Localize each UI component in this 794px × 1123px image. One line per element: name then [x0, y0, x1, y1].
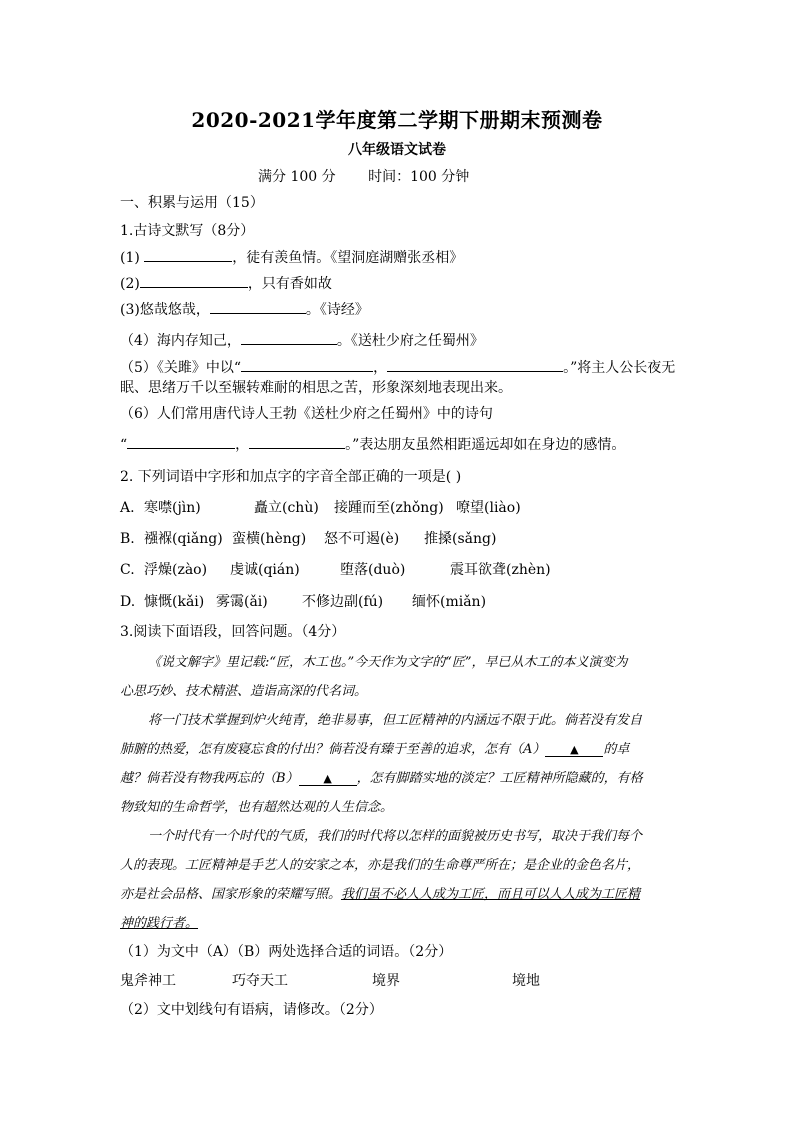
triangle-marker-icon: ▲ — [323, 772, 332, 785]
q1-item-2: (2) ，只有香如故 — [120, 273, 332, 293]
word-choice: 境地 — [512, 973, 540, 989]
passage-line: 物致知的生命哲学，也有超然达观的人生信念。 — [120, 800, 394, 815]
underlined-sentence: 我们虽不必人人成为工匠，而且可以人人成为工匠精 — [341, 887, 641, 902]
answer-blank-a[interactable] — [545, 742, 603, 757]
answer-blank[interactable] — [210, 299, 306, 314]
full-score: 满分 100 分 — [258, 169, 336, 185]
answer-blank[interactable] — [241, 357, 373, 372]
q1-heading: 1.古诗文默写（8分） — [120, 223, 255, 239]
answer-blank[interactable] — [387, 357, 563, 372]
q2-option-d[interactable]: D. 慷慨(kǎi) 雾霭(ǎi) 不修边副(fú) 缅怀(miǎn) — [120, 594, 487, 610]
passage-line: 《说文解字》里记载:“匠，木工也。”今天作为文字的“匠”，早已从木工的本义演变为 — [148, 655, 628, 670]
passage-line: 亦是社会品格、国家形象的荣耀写照。我们虽不必人人成为工匠，而且可以人人成为工匠精 — [120, 887, 641, 902]
answer-blank[interactable] — [144, 247, 232, 262]
word-choice: 巧夺天工 — [232, 973, 288, 989]
passage-line: 心思巧妙、技术精湛、造诣高深的代名词。 — [120, 684, 368, 699]
exam-meta — [258, 166, 497, 186]
q1-item-6: （6）人们常用唐代诗人王勃《送杜少府之任蜀州》中的诗句 — [120, 406, 493, 422]
triangle-marker-icon: ▲ — [570, 743, 579, 756]
underlined-sentence-cont: 神的践行者。 — [120, 916, 199, 931]
q1-item-3: (3)悠哉悠哉， 。《诗经》 — [120, 299, 369, 319]
page-title: 2020-2021学年度第二学期下册期末预测卷 — [191, 108, 603, 132]
answer-blank[interactable] — [249, 434, 345, 449]
passage-line: 肺腑的热爱，怎有废寝忘食的付出？倘若没有臻于至善的追求，怎有（A） ▲ 的卓 — [120, 742, 630, 757]
q2-option-c[interactable]: C. 浮燥(zào) 虔诚(qián) 堕落(duò) 震耳欲聋(zhèn) — [120, 562, 551, 578]
q1-item-1: (1) ，徒有羡鱼情。《望洞庭湖赠张丞相》 — [120, 247, 463, 267]
answer-blank-b[interactable] — [299, 771, 357, 786]
answer-blank[interactable] — [241, 330, 337, 345]
q1-item-4: （4）海内存知己， 。《送杜少府之任蜀州》 — [120, 330, 484, 350]
answer-blank[interactable] — [127, 434, 235, 449]
passage-line: 人的表现。工匠精神是手艺人的安家之本，亦是我们的生命尊严所在；是企业的金色名片， — [120, 858, 641, 873]
passage-line: 越？倘若没有物我两忘的（B） ▲ ，怎有脚踏实地的淡定？工匠精神所隐藏的，有格 — [120, 771, 643, 786]
q3-sub1: （1）为文中（A）（B）两处选择合适的词语。（2分） — [120, 944, 453, 960]
q3-heading: 3.阅读下面语段，回答问题。（4分） — [120, 624, 346, 640]
q2-option-b[interactable]: B. 襁褓(qiǎng) 蛮横(hèng) 怒不可遏(è) 推搡(sǎng) — [120, 531, 497, 547]
q2-option-a[interactable]: A. 寒噤(jìn) 矗立(chù) 接踵而至(zhǒng) 嘹望(liào) — [120, 500, 521, 516]
word-choice: 鬼斧神工 — [120, 973, 176, 989]
passage-line: 一个时代有一个时代的气质，我们的时代将以怎样的面貌被历史书写，取决于我们每个 — [148, 829, 643, 844]
exam-time: 时间：100 分钟 — [368, 169, 470, 185]
page-subtitle: 八年级语文试卷 — [348, 142, 446, 158]
q1-item-5-cont: 眠、思绪万千以至辗转难耐的相思之苦，形象深刻地表现出来。 — [120, 380, 512, 396]
q1-item-6-cont: “ ， 。”表达朋友虽然相距遥远却如在身边的感情。 — [120, 434, 625, 454]
passage-line: 将一门技术掌握到炉火纯青，绝非易事，但工匠精神的内涵远不限于此。倘若没有发自 — [148, 713, 643, 728]
answer-blank[interactable] — [140, 273, 248, 288]
q3-sub2: （2）文中划线句有语病，请修改。（2分） — [120, 1002, 383, 1018]
section-heading: 一、积累与运用（15） — [120, 195, 264, 211]
word-choice: 境界 — [372, 973, 400, 989]
q2-heading: 2. 下列词语中字形和加点字的字音全部正确的一项是( ) — [120, 469, 462, 485]
word-choices — [120, 970, 540, 990]
q1-item-5: （5）《关雎》中以“ ， 。”将主人公长夜无 — [120, 357, 675, 377]
